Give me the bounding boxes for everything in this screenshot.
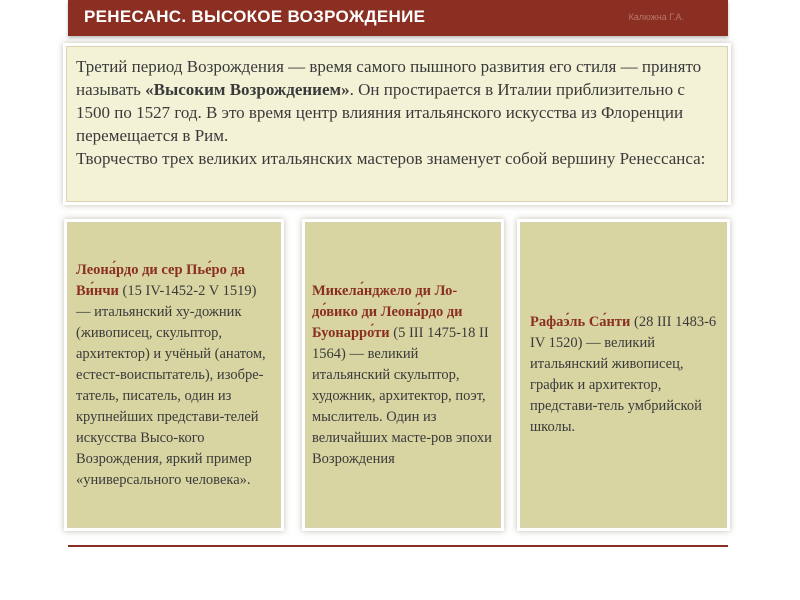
artist-name: Рафаэ́ль Са́нти: [530, 314, 631, 330]
slide-title: РЕНЕСАНС. ВЫСОКОЕ ВОЗРОЖДЕНИЕ: [84, 7, 426, 26]
card-text: [312, 281, 494, 470]
card-leonardo: [67, 222, 281, 528]
slide-header: [68, 0, 728, 36]
card-michelangelo: [305, 222, 501, 528]
intro-panel: [66, 46, 728, 202]
bottom-divider: [68, 545, 728, 547]
card-text: [76, 260, 272, 491]
intro-text-1: Третий период Возрождения — время самого пышного развития его стиля — принято называть: [76, 57, 702, 99]
artist-description: (28 III 1483-6 IV 1520) — великий итальянский живописец, график и архитектор, представи-тель умбрийской школы.: [530, 314, 717, 435]
author-label: Калюжна Г.А.: [628, 12, 684, 22]
intro-highlight: «Высоким Возрождением»: [145, 80, 350, 99]
intro-text-2: . Он простирается в Италии приблизительно с 1500 по 1527 год. В это время центр влияния итальянского искусства из Флоренции перемещается в Рим.: [76, 80, 685, 145]
intro-paragraph: [76, 55, 717, 147]
card-text: [530, 312, 718, 438]
artist-name: Леона́рдо ди сер Пье́ро да Ви́нчи: [76, 261, 246, 299]
intro-line-2: Творчество трех великих итальянских мастеров знаменует собой вершину Ренессанса:: [76, 149, 706, 168]
card-raphael: [520, 222, 727, 528]
artist-description: (5 III 1475-18 II 1564) — великий итальянский скульптор, художник, архитектор, поэт, мыслитель. Один из величайших масте-ров эпохи Возрождения: [312, 324, 492, 467]
artist-name: Микела́нджело ди Ло-до́вико ди Леона́рдо ди Буонарро́ти: [312, 282, 463, 341]
artist-description: (15 IV-1452-2 V 1519) — итальянский ху-дожник (живописец, скульптор, архитектор) и учёный (анатом, естест-воиспытатель), изобре-татель, писатель, один из крупнейших представи-телей искусства Высо-кого Возрождения, яркий пример «универсального человека».: [76, 282, 266, 488]
